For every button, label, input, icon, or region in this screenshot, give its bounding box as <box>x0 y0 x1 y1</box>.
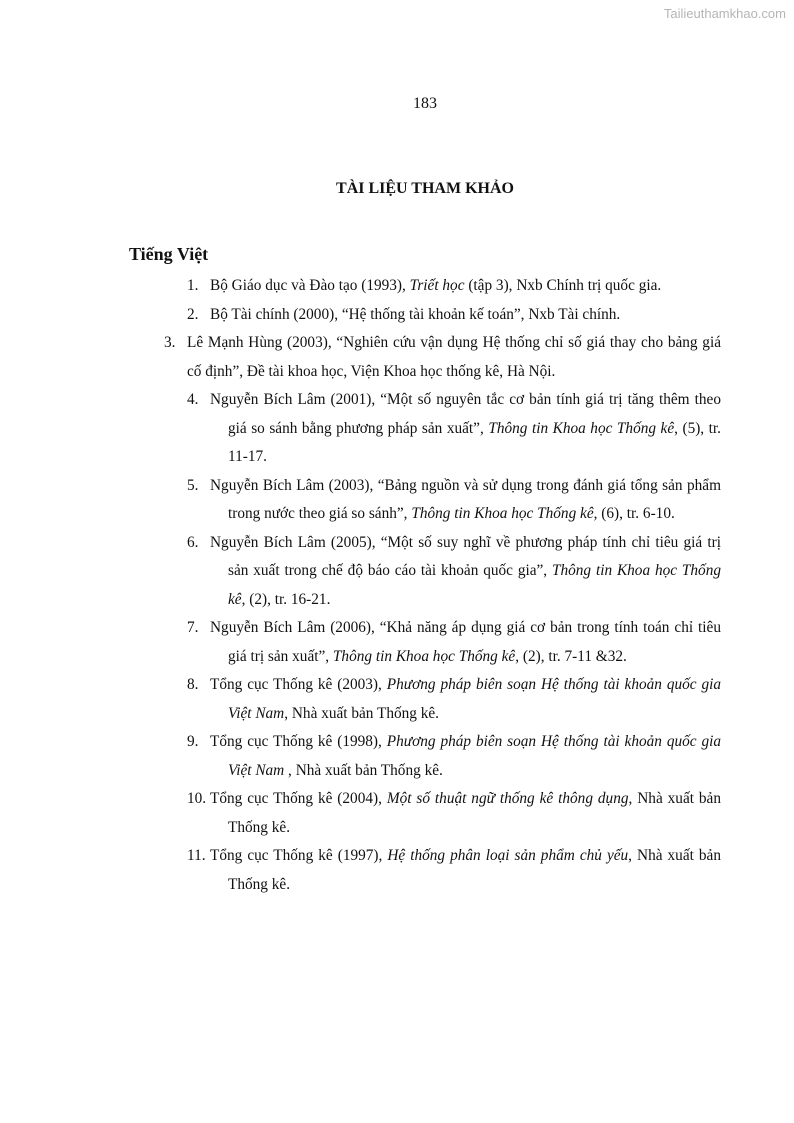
reference-text: Lê Mạnh Hùng (2003), “Nghiên cứu vận dụng Hệ thống chỉ số giá thay cho bảng giá cố định”, Đề tài khoa học, Viện Khoa học thống kê, Hà Nội. <box>187 334 721 380</box>
reference-number: 3. <box>164 334 176 351</box>
reference-tail: , (2), tr. 16-21. <box>241 590 331 608</box>
reference-number: 11. <box>187 847 206 864</box>
reference-item <box>164 785 721 842</box>
reference-italic: Thông tin Khoa học Thống kê <box>332 647 516 665</box>
reference-number: 4. <box>187 391 199 408</box>
reference-text: Nguyễn Bích Lâm (2003), “Bảng nguồn và sử dụng trong đánh giá tổng sản phẩm trong nước theo giá so sánh”, <box>210 476 721 522</box>
reference-tail: , (5), tr. 11-17. <box>228 419 721 465</box>
reference-item <box>164 529 721 615</box>
section-heading: Tiếng Việt <box>129 244 209 264</box>
reference-text: Nguyễn Bích Lâm (2006), “Khả năng áp dụng giá cơ bản trong tính toán chỉ tiêu giá trị sản xuất”, <box>210 619 721 665</box>
reference-italic: Phương pháp biên soạn Hệ thống tài khoản quốc gia Việt Nam <box>228 733 721 779</box>
reference-text: Tổng cục Thống kê (1998), <box>210 733 387 750</box>
reference-item <box>164 472 721 529</box>
reference-tail: , Nhà xuất bản Thống kê. <box>228 847 721 893</box>
reference-tail: , Nhà xuất bản Thống kê. <box>284 761 443 779</box>
reference-number: 6. <box>187 533 199 551</box>
reference-tail: , Nhà xuất bản Thống kê. <box>284 704 440 722</box>
reference-number: 8. <box>187 676 199 693</box>
reference-item <box>164 272 721 301</box>
reference-text: Nguyễn Bích Lâm (2001), “Một số nguyên tắc cơ bản tính giá trị tăng thêm theo giá so sánh bằng phương pháp sản xuất”, <box>210 391 721 437</box>
reference-italic: Thông tin Khoa học Thống kê <box>411 505 594 522</box>
reference-item <box>164 614 721 671</box>
reference-text: Bộ Tài chính (2000), “Hệ thống tài khoản kế toán”, Nxb Tài chính. <box>210 305 621 323</box>
reference-tail: , (2), tr. 7-11 &32. <box>515 647 627 665</box>
reference-tail: , (6), tr. 6-10. <box>593 505 675 522</box>
reference-italic: Một số thuật ngữ thống kê thông dụng <box>386 790 629 807</box>
reference-tail: (tập 3), Nxb Chính trị quốc gia. <box>464 277 662 294</box>
reference-italic: Hệ thống phân loại sản phẩm chủ yếu <box>387 847 629 864</box>
page-number: 183 <box>413 95 437 112</box>
reference-item <box>164 842 721 899</box>
reference-italic: Thông tin Khoa học Thống kê <box>488 419 675 437</box>
reference-number: 1. <box>187 277 199 294</box>
reference-tail: , Nhà xuất bản Thống kê. <box>228 790 721 836</box>
reference-item <box>164 386 721 472</box>
reference-text: Tổng cục Thống kê (2003), <box>210 676 387 693</box>
watermark: Tailieuthamkhao.com <box>663 6 786 21</box>
reference-number: 10. <box>187 790 207 807</box>
reference-italic: Triết học <box>409 277 465 294</box>
reference-text: Tổng cục Thống kê (2004), <box>210 790 387 807</box>
reference-item <box>164 671 721 728</box>
reference-text: Bộ Giáo dục và Đào tạo (1993), <box>210 277 410 294</box>
reference-item <box>164 301 721 330</box>
reference-item <box>164 329 721 386</box>
reference-number: 7. <box>187 619 199 636</box>
reference-text: Nguyễn Bích Lâm (2005), “Một số suy nghĩ về phương pháp tính chỉ tiêu giá trị sản xuất trong chế độ báo cáo tài khoản quốc gia”, <box>210 533 721 579</box>
reference-text: Tổng cục Thống kê (1997), <box>210 847 388 864</box>
reference-item <box>164 728 721 785</box>
page-title: TÀI LIỆU THAM KHẢO <box>336 180 514 197</box>
reference-italic: Thông tin Khoa học Thống kê <box>228 562 721 608</box>
reference-italic: Phương pháp biên soạn Hệ thống tài khoản quốc gia Việt Nam <box>228 676 721 722</box>
reference-number: 9. <box>187 733 199 750</box>
reference-number: 2. <box>187 305 199 323</box>
reference-list <box>164 272 721 899</box>
reference-number: 5. <box>187 476 199 494</box>
